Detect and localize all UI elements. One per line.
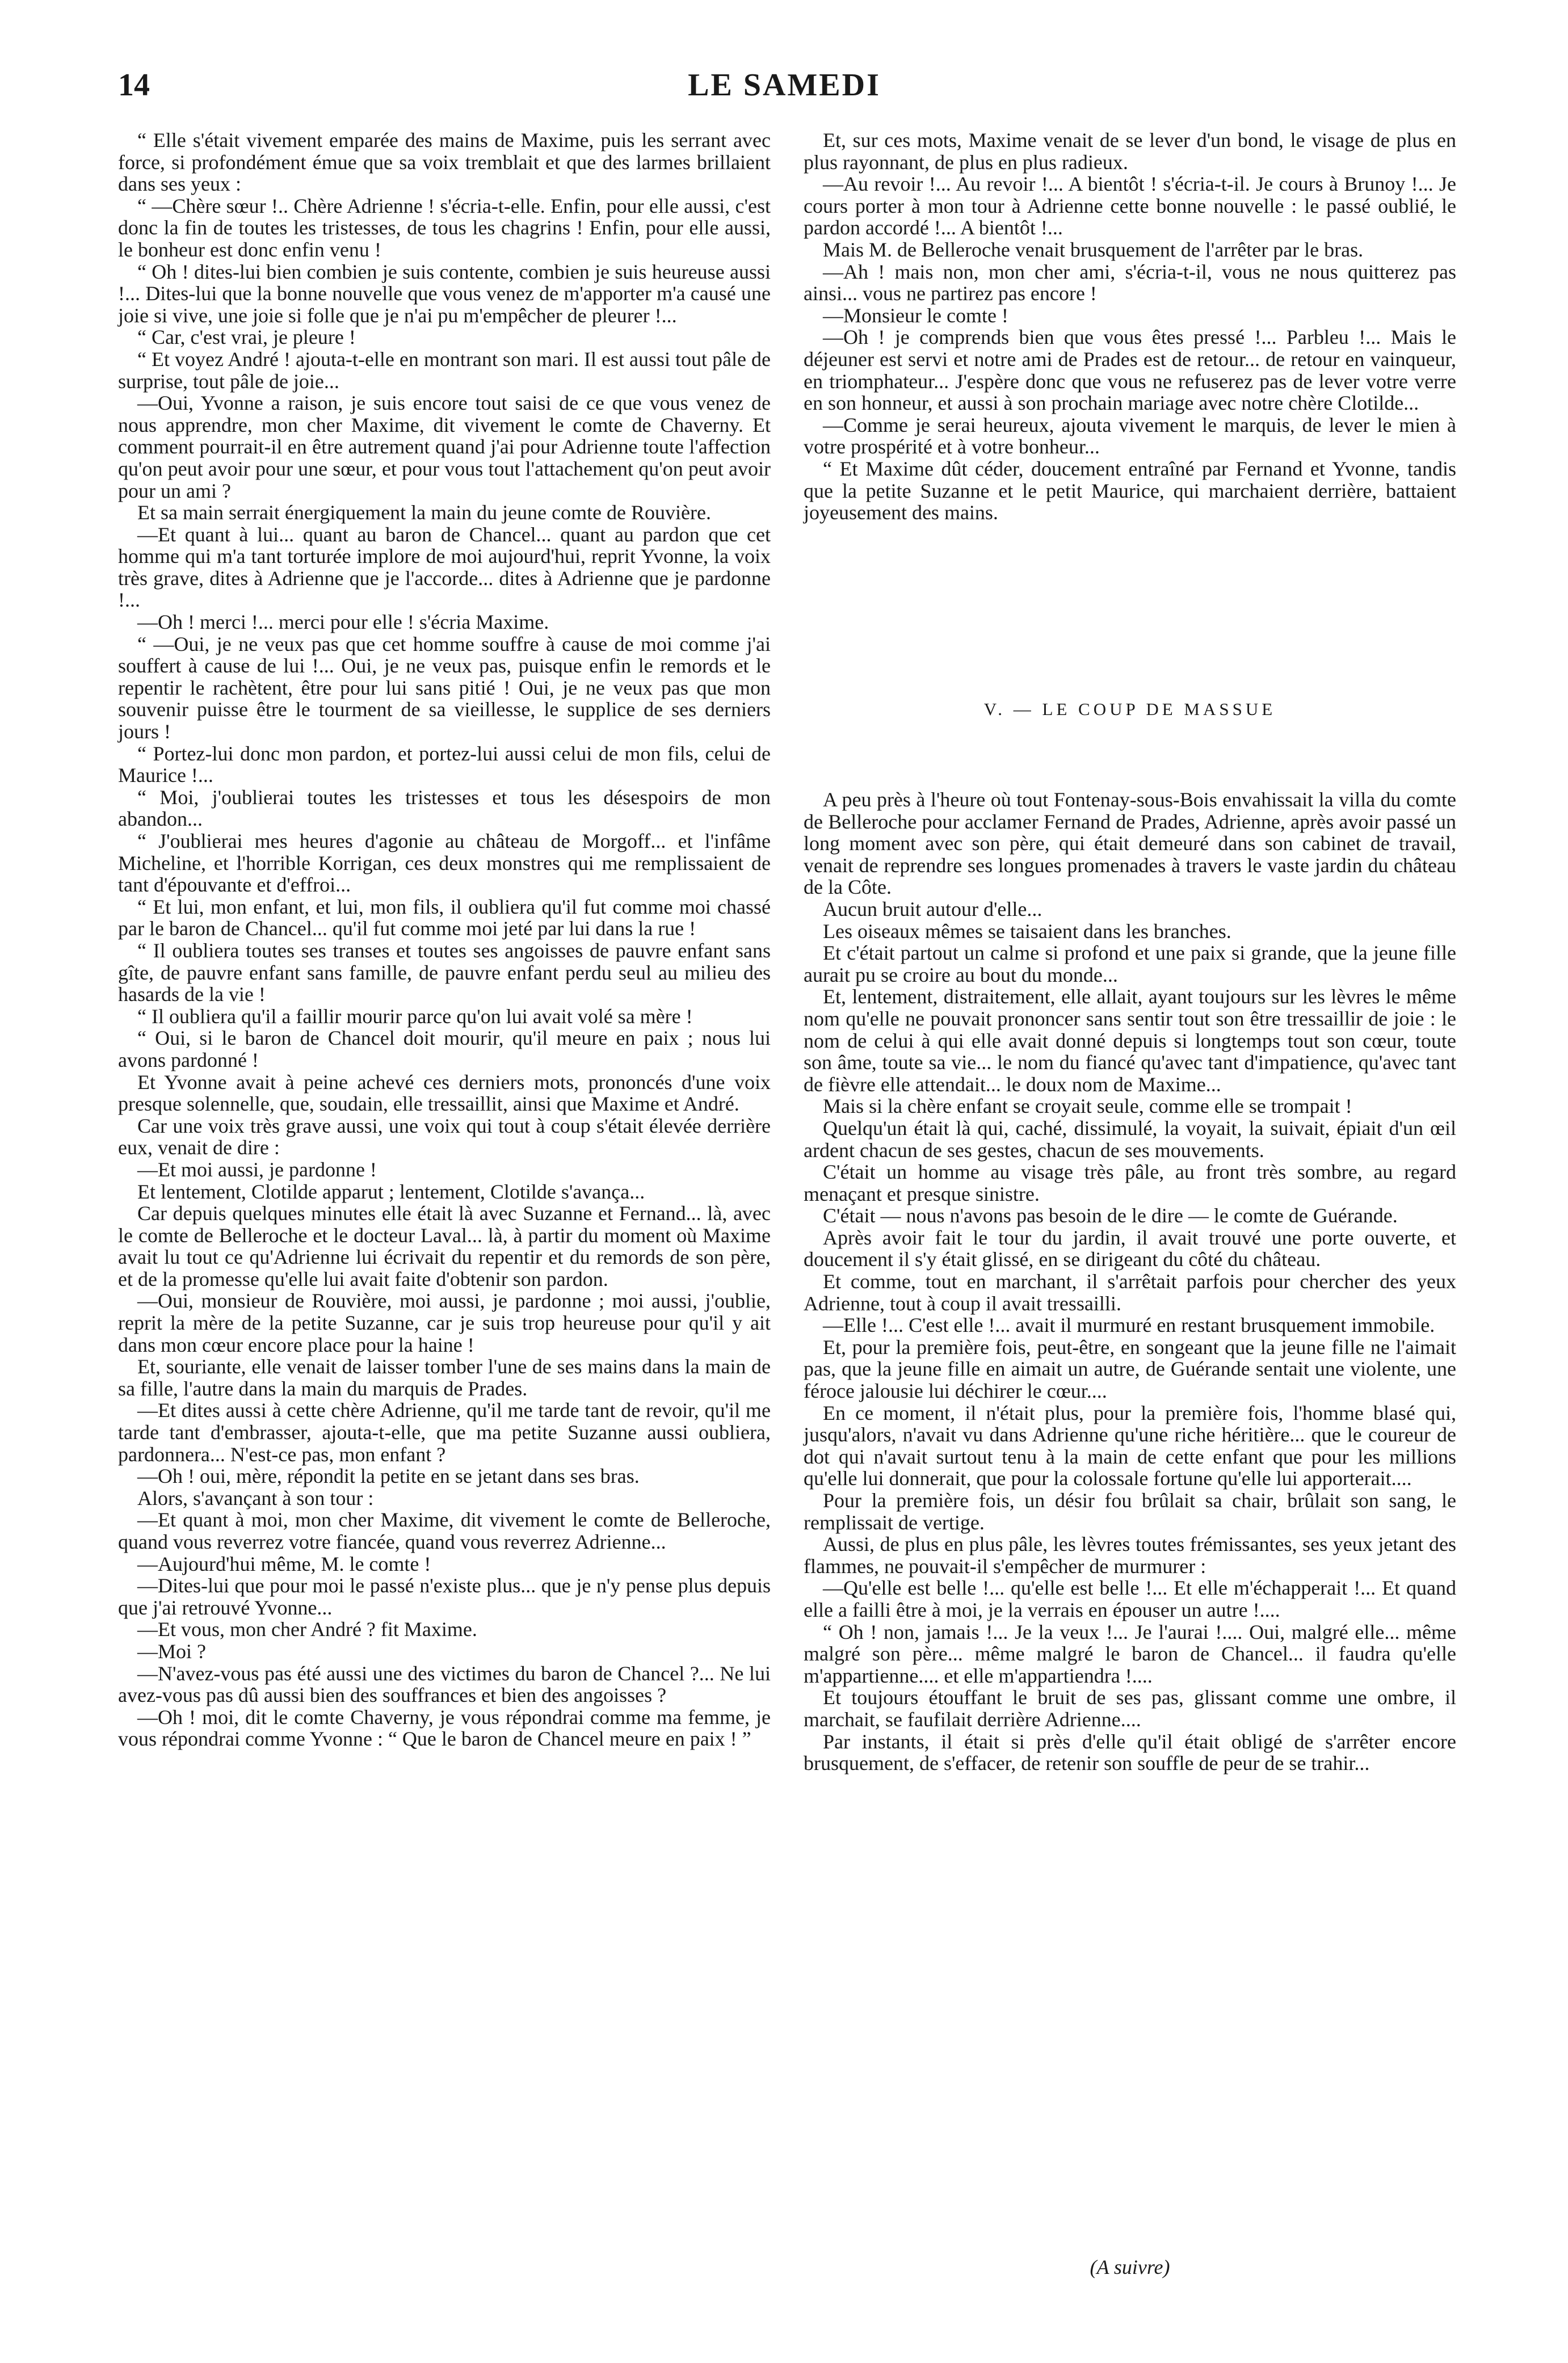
paragraph: “ J'oublierai mes heures d'agonie au château de Morgoff... et l'infâme Micheline, et l'horrible Korrigan, ces deux monstres qui me remplissaient de tant d'épouvante et d'effroi... bbox=[118, 830, 771, 897]
paragraph: Et, sur ces mots, Maxime venait de se lever d'un bond, le visage de plus en plus rayonnant, de plus en plus radieux. bbox=[804, 129, 1456, 174]
paragraph: —Qu'elle est belle !... qu'elle est belle !... Et elle m'échapperait !... Et quand elle a failli être à moi, je la verrais en épouser un autre !.... bbox=[804, 1576, 1456, 1621]
paragraph: Par instants, il était si près d'elle qu'il était obligé de s'arrêter encore brusquement, de s'effacer, de retenir son souffle de peur de se trahir... bbox=[804, 1730, 1456, 1775]
paragraph: Aussi, de plus en plus pâle, les lèvres toutes frémissantes, ses yeux jetant des flammes, ne pouvait-il s'empêcher de murmurer : bbox=[804, 1533, 1456, 1578]
paragraph: —Et vous, mon cher André ? fit Maxime. bbox=[137, 1618, 477, 1641]
paragraph: —Oh ! je comprends bien que vous êtes pressé !... Parbleu !... Mais le déjeuner est servi et notre ami de Prades est de retour... de retour en vainqueur, en triomphateur... J'espère donc que vous ne refuserez pas de lever votre verre en son honneur, et aussi à son prochain mariage avec notre chère Clotilde... bbox=[804, 326, 1456, 415]
paragraph: —Oh ! moi, dit le comte Chaverny, je vous répondrai comme ma femme, je vous répondrai comme Yvonne : “ Que le baron de Chancel meure en paix ! ” bbox=[118, 1705, 771, 1751]
paragraph: —Moi ? bbox=[137, 1639, 206, 1663]
journal-title: LE SAMEDI bbox=[688, 68, 881, 103]
paragraph: “ Moi, j'oublierai toutes les tristesses et tous les désespoirs de mon abandon... bbox=[118, 785, 771, 831]
paragraph: —Aujourd'hui même, M. le comte ! bbox=[137, 1552, 431, 1575]
paragraph: “ Et voyez André ! ajouta-t-elle en montrant son mari. Il est aussi tout pâle de surprise, tout pâle de joie... bbox=[118, 347, 771, 393]
paragraph: —Et quant à moi, mon cher Maxime, dit vivement le comte de Belleroche, quand vous reverrez votre fiancée, quand vous reverrez Adrienne... bbox=[118, 1508, 771, 1553]
paragraph: Quelqu'un était là qui, caché, dissimulé, la voyait, la suivait, épiait d'un œil ardent chacun de ses gestes, chacun de ses mouvements. bbox=[804, 1116, 1456, 1162]
paragraph: —Oh ! oui, mère, répondit la petite en se jetant dans ses bras. bbox=[137, 1465, 640, 1488]
paragraph: —Elle !... C'est elle !... avait il murmuré en restant brusquement immobile. bbox=[823, 1314, 1435, 1337]
paragraph: —Oui, Yvonne a raison, je suis encore tout saisi de ce que vous venez de nous apprendre, mon cher Maxime, dit vivement le comte de Chaverny. Et comment pourrait-il en être autrement quand j'ai pour Adrienne toute l'affection qu'on peut avoir pour une sœur, et pour vous tout l'attachement qu'on peut avoir pour un ami ? bbox=[118, 392, 771, 502]
paragraph: Et toujours étouffant le bruit de ses pas, glissant comme une ombre, il marchait, se faufilait derrière Adrienne.... bbox=[804, 1686, 1456, 1731]
right-column-top bbox=[804, 129, 1456, 524]
paragraph: “ Oh ! dites-lui bien combien je suis contente, combien je suis heureuse aussi !... Dites-lui que la bonne nouvelle que vous venez de m'apporter m'a causé une joie si vive, une joie si folle que je n'ai pu m'empêcher de pleurer !... bbox=[118, 260, 771, 327]
paragraph: Après avoir fait le tour du jardin, il avait trouvé une porte ouverte, et doucement il s'y était glissé, en se dirigeant du côté du château. bbox=[804, 1226, 1456, 1271]
paragraph: C'était — nous n'avons pas besoin de le dire — le comte de Guérande. bbox=[823, 1204, 1398, 1227]
paragraph: En ce moment, il n'était plus, pour la première fois, l'homme blasé qui, jusqu'alors, n'avait vu dans Adrienne qu'une riche héritière... que le coureur de dot qui n'avait surtout tenu à la main de cette enfant que pour les millions qu'elle lui donnerait, que pour la colossale fortune qu'elle lui apporterait.... bbox=[804, 1401, 1456, 1490]
paragraph: —Oui, monsieur de Rouvière, moi aussi, je pardonne ; moi aussi, j'oublie, reprit la mère de la petite Suzanne, car je suis trop heureuse pour qu'il y ait dans mon cœur encore place pour la haine ! bbox=[118, 1289, 771, 1356]
paragraph: —Ah ! mais non, mon cher ami, s'écria-t-il, vous ne nous quitterez pas ainsi... vous ne partirez pas encore ! bbox=[804, 260, 1456, 305]
left-column bbox=[118, 129, 771, 1750]
paragraph: Aucun bruit autour d'elle... bbox=[823, 897, 1042, 920]
paragraph: “ Oui, si le baron de Chancel doit mourir, qu'il meure en paix ; nous lui avons pardonné ! bbox=[118, 1027, 771, 1071]
paragraph: Et Yvonne avait à peine achevé ces derniers mots, prononcés d'une voix presque solennelle, que, soudain, elle tressaillit, ainsi que Maxime et André. bbox=[118, 1070, 771, 1116]
paragraph: “ Et lui, mon enfant, et lui, mon fils, il oubliera qu'il fut comme moi chassé par le baron de Chancel... qu'il fut comme moi jeté par lui dans la rue ! bbox=[118, 895, 771, 940]
paragraph: “ Il oubliera qu'il a faillir mourir parce qu'on lui avait volé sa mère ! bbox=[137, 1004, 693, 1028]
paragraph: Les oiseaux mêmes se taisaient dans les branches. bbox=[823, 919, 1231, 943]
paragraph: —Oh ! merci !... merci pour elle ! s'écria Maxime. bbox=[137, 611, 549, 634]
paragraph: “ Et Maxime dût céder, doucement entraîné par Fernand et Yvonne, tandis que la petite Suzanne et le petit Maurice, qui marchaient derrière, battaient joyeusement des mains. bbox=[804, 457, 1456, 524]
paragraph: Et sa main serrait énergiquement la main du jeune comte de Rouvière. bbox=[137, 501, 711, 524]
paragraph: —Et dites aussi à cette chère Adrienne, qu'il me tarde tant de revoir, qu'il me tarde tant d'embrasser, ajouta-t-elle, que ma petite Suzanne aussi oubliera, pardonnera... N'est-ce pas, mon enfant ? bbox=[118, 1399, 771, 1466]
paragraph: “ Oh ! non, jamais !... Je la veux !... Je l'aurai !.... Oui, malgré elle... même malgré son père... même malgré le baron de Chancel... il faudra qu'elle m'appartienne.... et elle m'appartiendra !.... bbox=[804, 1620, 1456, 1687]
paragraph: Mais si la chère enfant se croyait seule, comme elle se trompait ! bbox=[823, 1095, 1352, 1118]
paragraph: —Au revoir !... Au revoir !... A bientôt ! s'écria-t-il. Je cours à Brunoy !... Je cours porter à mon tour à Adrienne cette bonne nouvelle : le passé oublié, le pardon accordé !... A bientôt !... bbox=[804, 173, 1456, 239]
paragraph: Pour la première fois, un désir fou brûlait sa chair, brûlait son sang, le remplissait de vertige. bbox=[804, 1489, 1456, 1534]
paragraph: Car une voix très grave aussi, une voix qui tout à coup s'était élevée derrière eux, venait de dire : bbox=[118, 1114, 771, 1159]
paragraph: “ —Chère sœur !.. Chère Adrienne ! s'écria-t-elle. Enfin, pour elle aussi, c'est donc la fin de toutes les tristesses, de tous les chagrins ! Enfin, pour elle aussi, le bonheur est donc enfin venu ! bbox=[118, 194, 771, 261]
paragraph: Et comme, tout en marchant, il s'arrêtait parfois pour chercher des yeux Adrienne, tout à coup il avait tressailli. bbox=[804, 1270, 1456, 1315]
paragraph: “ —Oui, je ne veux pas que cet homme souffre à cause de moi comme j'ai souffert à cause de lui !... Oui, je ne veux pas, puisque enfin le remords et le repentir le rachètent, être pour lui sans pitié ! Oui, je ne veux pas que mon souvenir puisse être le tourment de sa vieillesse, le supplice de ses derniers jours ! bbox=[118, 632, 771, 743]
paragraph: —Comme je serai heureux, ajouta vivement le marquis, de lever le mien à votre prospérité et à votre bonheur... bbox=[804, 413, 1456, 459]
paragraph: —Monsieur le comte ! bbox=[823, 304, 1008, 327]
paragraph: Et, lentement, distraitement, elle allait, ayant toujours sur les lèvres le même nom qu'elle ne pouvait prononcer sans sentir tout son être tressaillir de joie : le nom de celui à qui elle avait donné depuis si longtemps tout son cœur, toute son âme, toute sa vie... le nom du fiancé qu'avec tant d'impatience, qu'avec tant de fièvre elle attendait... le doux nom de Maxime... bbox=[804, 985, 1456, 1096]
chapter-heading: V. — LE COUP DE MASSUE bbox=[983, 699, 1276, 719]
right-column-bottom bbox=[804, 789, 1456, 1775]
paragraph: —Dites-lui que pour moi le passé n'existe plus... que je n'y pense plus depuis que j'ai retrouvé Yvonne... bbox=[118, 1574, 771, 1619]
paragraph: Et, pour la première fois, peut-être, en songeant que la jeune fille ne l'aimait pas, que la jeune fille en aimait un autre, de Guérande sentait une violente, une féroce jalousie lui déchirer le cœur.... bbox=[804, 1335, 1456, 1403]
paragraph: Et c'était partout un calme si profond et une paix si grande, que la jeune fille aurait pu se croire au bout du monde... bbox=[804, 941, 1456, 986]
paragraph: “ Car, c'est vrai, je pleure ! bbox=[137, 326, 356, 349]
paragraph: Et, souriante, elle venait de laisser tomber l'une de ses mains dans la main de sa fille, l'autre dans la main du marquis de Prades. bbox=[118, 1355, 771, 1400]
paragraph: “ Il oubliera toutes ses transes et toutes ses angoisses de pauvre enfant sans gîte, de pauvre enfant sans famille, de pauvre enfant perdu seul au milieu des hasards de la vie ! bbox=[118, 939, 771, 1006]
paragraph: C'était un homme au visage très pâle, au front très sombre, au regard menaçant et presque sinistre. bbox=[804, 1161, 1456, 1205]
paragraph: Mais M. de Belleroche venait brusquement de l'arrêter par le bras. bbox=[823, 238, 1364, 261]
continuation-note: (A suivre) bbox=[1090, 2256, 1170, 2278]
paragraph: Alors, s'avançant à son tour : bbox=[137, 1486, 374, 1510]
paragraph: Car depuis quelques minutes elle était là avec Suzanne et Fernand... là, avec le comte de Belleroche et le docteur Laval... là, à partir du moment où Maxime avait lu tout ce qu'Adrienne lui écrivait du repentir et du remords de son père, et de la promesse qu'elle lui avait faite d'obtenir son pardon. bbox=[118, 1202, 771, 1290]
page-number: 14 bbox=[118, 68, 150, 103]
paragraph: —Et quant à lui... quant au baron de Chancel... quant au pardon que cet homme qui m'a tant torturée implore de moi aujourd'hui, reprit Yvonne, la voix très grave, dites à Adrienne que je l'accorde... dites à Adrienne que je pardonne !... bbox=[118, 523, 771, 612]
paragraph: —Et moi aussi, je pardonne ! bbox=[137, 1158, 377, 1181]
paragraph: Et lentement, Clotilde apparut ; lentement, Clotilde s'avança... bbox=[137, 1180, 645, 1203]
paragraph: “ Elle s'était vivement emparée des mains de Maxime, puis les serrant avec force, si profondément émue que sa voix tremblait et que des larmes brillaient dans ses yeux : bbox=[118, 129, 771, 196]
paragraph: —N'avez-vous pas été aussi une des victimes du baron de Chancel ?... Ne lui avez-vous pas dû aussi bien des souffrances et bien des angoisses ? bbox=[118, 1662, 771, 1707]
paragraph: A peu près à l'heure où tout Fontenay-sous-Bois envahissait la villa du comte de Belleroche pour acclamer Fernand de Prades, Adrienne, après avoir passé un long moment avec son père, qui était demeuré dans son cabinet de travail, venait de reprendre ses longues promenades à travers le vaste jardin du château de la Côte. bbox=[804, 788, 1456, 899]
paragraph: “ Portez-lui donc mon pardon, et portez-lui aussi celui de mon fils, celui de Maurice !... bbox=[118, 742, 771, 787]
page-header bbox=[118, 67, 1451, 118]
